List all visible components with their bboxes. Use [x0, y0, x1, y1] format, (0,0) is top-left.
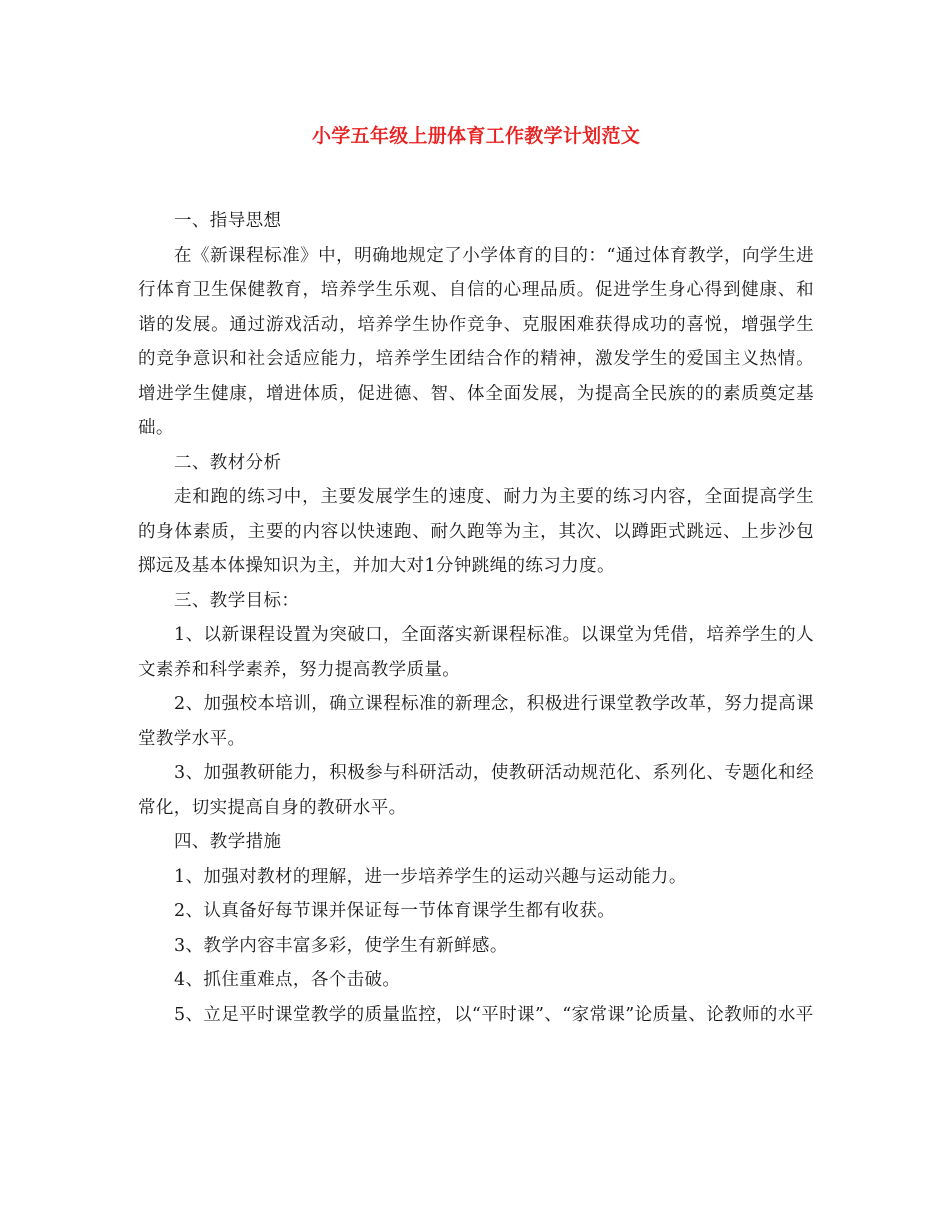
- list-item-goal-1: 1、以新课程设置为突破口，全面落实新课程标准。以课堂为凭借，培养学生的人文素养和科学素养，努力提高教学质量。: [138, 625, 814, 680]
- section-heading-teaching-measures: 四、教学措施: [174, 832, 282, 852]
- list-item-measure-5: 5、立足平时课堂教学的质量监控，以“平时课”、“家常课”论质量、论教师的水平: [174, 1004, 814, 1025]
- list-item-measure-3: 3、教学内容丰富多彩，使学生有新鲜感。: [174, 935, 508, 956]
- list-item-measure-4: 4、抓住重难点，各个击破。: [174, 970, 401, 990]
- document-body: [138, 204, 814, 1032]
- section-heading-guiding-thought: 一、指导思想: [174, 211, 282, 231]
- paragraph-material-analysis: 走和跑的练习中，主要发展学生的速度、耐力为主要的练习内容，全面提高学生的身体素质，主要的内容以快速跑、耐久跑等为主，其次、以蹲距式跳远、上步沙包掷远及基本体操知识为主，并加大对1分钟跳绳的练习力度。: [138, 487, 814, 576]
- paragraph-guiding-thought: 在《新课程标准》中，明确地规定了小学体育的目的：“通过体育教学，向学生进行体育卫生保健教育，培养学生乐观、自信的心理品质。促进学生身心得到健康、和谐的发展。通过游戏活动，培养学生协作竞争、克服困难获得成功的喜悦，增强学生的竞争意识和社会适应能力，培养学生团结合作的精神，激发学生的爱国主义热情。增进学生健康，增进体质，促进德、智、体全面发展，为提高全民族的的素质奠定基础。: [138, 245, 814, 438]
- list-item-measure-1: 1、加强对教材的理解，进一步培养学生的运动兴趣与运动能力。: [174, 866, 687, 887]
- page-title: 小学五年级上册体育工作教学计划范文: [311, 125, 641, 147]
- list-item-measure-2: 2、认真备好每节课并保证每一节体育课学生都有收获。: [174, 901, 616, 921]
- list-item-goal-2: 2、加强校本培训，确立课程标准的新理念，积极进行课堂教学改革，努力提高课堂教学水平。: [138, 694, 814, 749]
- section-heading-material-analysis: 二、教材分析: [174, 452, 282, 473]
- section-heading-teaching-goals: 三、教学目标：: [174, 590, 300, 611]
- list-item-goal-3: 3、加强教研能力，积极参与科研活动，使教研活动规范化、系列化、专题化和经常化，切实提高自身的教研水平。: [138, 763, 814, 818]
